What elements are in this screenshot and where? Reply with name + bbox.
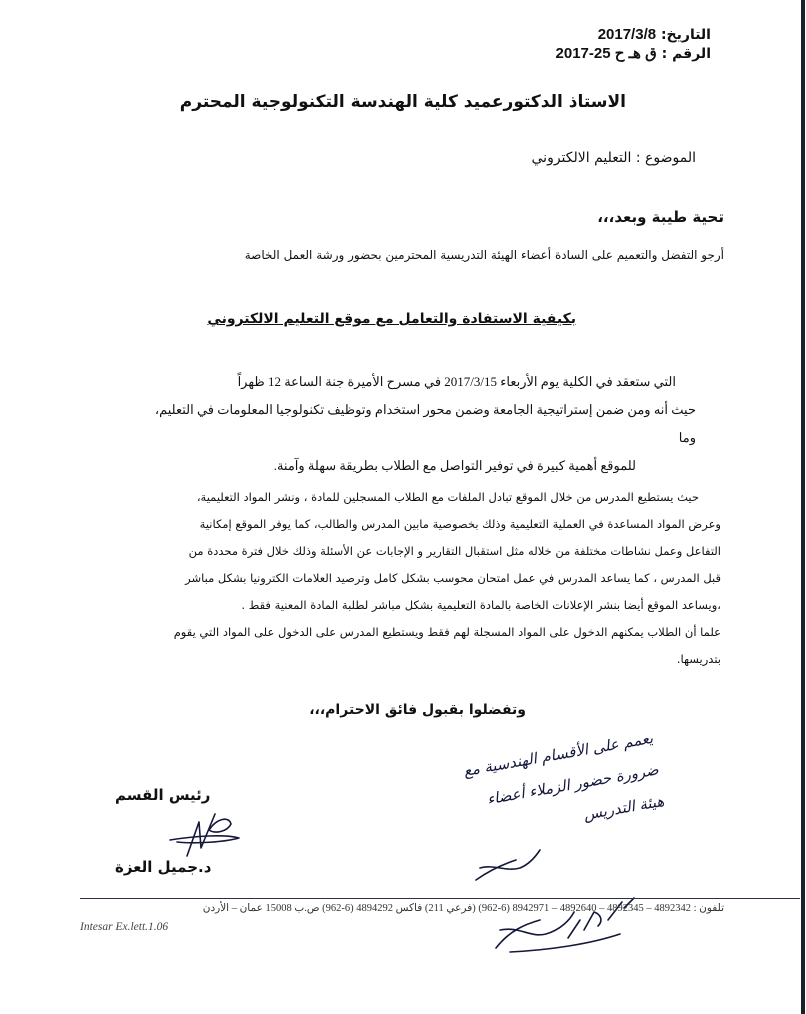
greeting: تحية طيبة وبعد،،،	[597, 208, 724, 226]
intro-text: أرجو التفضل والتعميم على السادة أعضاء الهيئة التدريسية المحترمين بحضور ورشة العمل الخاصة	[244, 248, 724, 262]
paragraph-line: بتدريسها.	[676, 652, 721, 666]
signatory-title: رئيس القسم	[115, 786, 211, 804]
scan-edge	[801, 0, 805, 1014]
signature-mark	[165, 808, 245, 858]
paragraph-line: علما أن الطلاب يمكنهم الدخول على المواد المسجلة لهم فقط ويستطيع المدرس على الدخول على المواد التي يقوم	[173, 625, 721, 639]
subject-label: الموضوع :	[635, 150, 696, 166]
subject-value: التعليم الالكتروني	[531, 150, 632, 166]
paragraph-line: حيث أنه ومن ضمن إستراتيجية الجامعة وضمن محور استخدام وتوظيف تكنولوجيا المعلومات في التعليم، وما	[154, 402, 696, 445]
reference-line	[556, 45, 711, 63]
paragraph-details	[136, 368, 696, 480]
paragraph-line: للموقع أهمية كبيرة في توفير التواصل مع الطلاب بطريقة سهلة وآمنة.	[273, 458, 636, 473]
workshop-title: بكيفية الاستفادة والتعامل مع موقع التعليم الالكتروني	[207, 311, 576, 327]
date-value: 2017/3/8	[597, 26, 657, 43]
paragraph-line: التفاعل وعمل نشاطات مختلفة من خلاله مثل استقبال التقارير و الإجابات عن الأسئلة وذلك خلال فترة محددة من	[188, 544, 721, 558]
paragraph-line: التي ستعقد في الكلية يوم الأربعاء 2017/3/15 في مسرح الأميرة جنة الساعة 12 ظهراً	[237, 374, 676, 389]
date-label: التاريخ:	[660, 27, 711, 43]
footer-divider	[80, 898, 800, 899]
paragraph-line: حيث يستطيع المدرس من خلال الموقع تبادل الملفات مع الطلاب المسجلين للمادة ، ونشر المواد التعليمية،	[196, 490, 699, 504]
reference-value: ق هـ ح 25-2017	[555, 45, 657, 62]
subject-line	[532, 150, 697, 166]
handwritten-date	[490, 890, 640, 960]
handwritten-initials	[470, 840, 550, 890]
handwritten-note: يعمم على الأقسام الهندسية مع ضرورة حضور الزملاء أعضاء هيئة التدريس	[462, 728, 666, 824]
closing-line: وتفضلوا بقبول فائق الاحترام،،،	[309, 702, 526, 718]
addressee: الاستاذ الدكتورعميد كلية الهندسة التكنولوجية المحترم	[179, 92, 626, 112]
signatory-name: د.جميل العزة	[115, 858, 212, 876]
paragraph-line: ،ويساعد الموقع أيضا بنشر الإعلانات الخاصة بالمادة التعليمية بشكل مباشر لطلبة المادة المعنية فقط .	[241, 598, 721, 612]
footer-contact: تلفون : 4892342 – 4892345 – 4892640 – 8942971 (6-962) (فرعي 211) فاكس 4894292 (6-962) ص.ب 15008 عمان – الأردن	[202, 903, 724, 914]
document-code: Intesar Ex.lett.1.06	[80, 921, 169, 933]
paragraph-features	[81, 484, 721, 673]
date-line	[598, 26, 711, 44]
reference-label: الرقم :	[661, 46, 711, 62]
paragraph-line: قبل المدرس ، كما يساعد المدرس في عمل امتحان محوسب بشكل كامل وترصيد العلامات الكترونيا بشكل مباشر	[185, 571, 721, 585]
paragraph-line: وعرض المواد المساعدة في العملية التعليمية وذلك بخصوصية مابين المدرس والطالب، كما يوفر الموقع إمكانية	[199, 517, 721, 531]
